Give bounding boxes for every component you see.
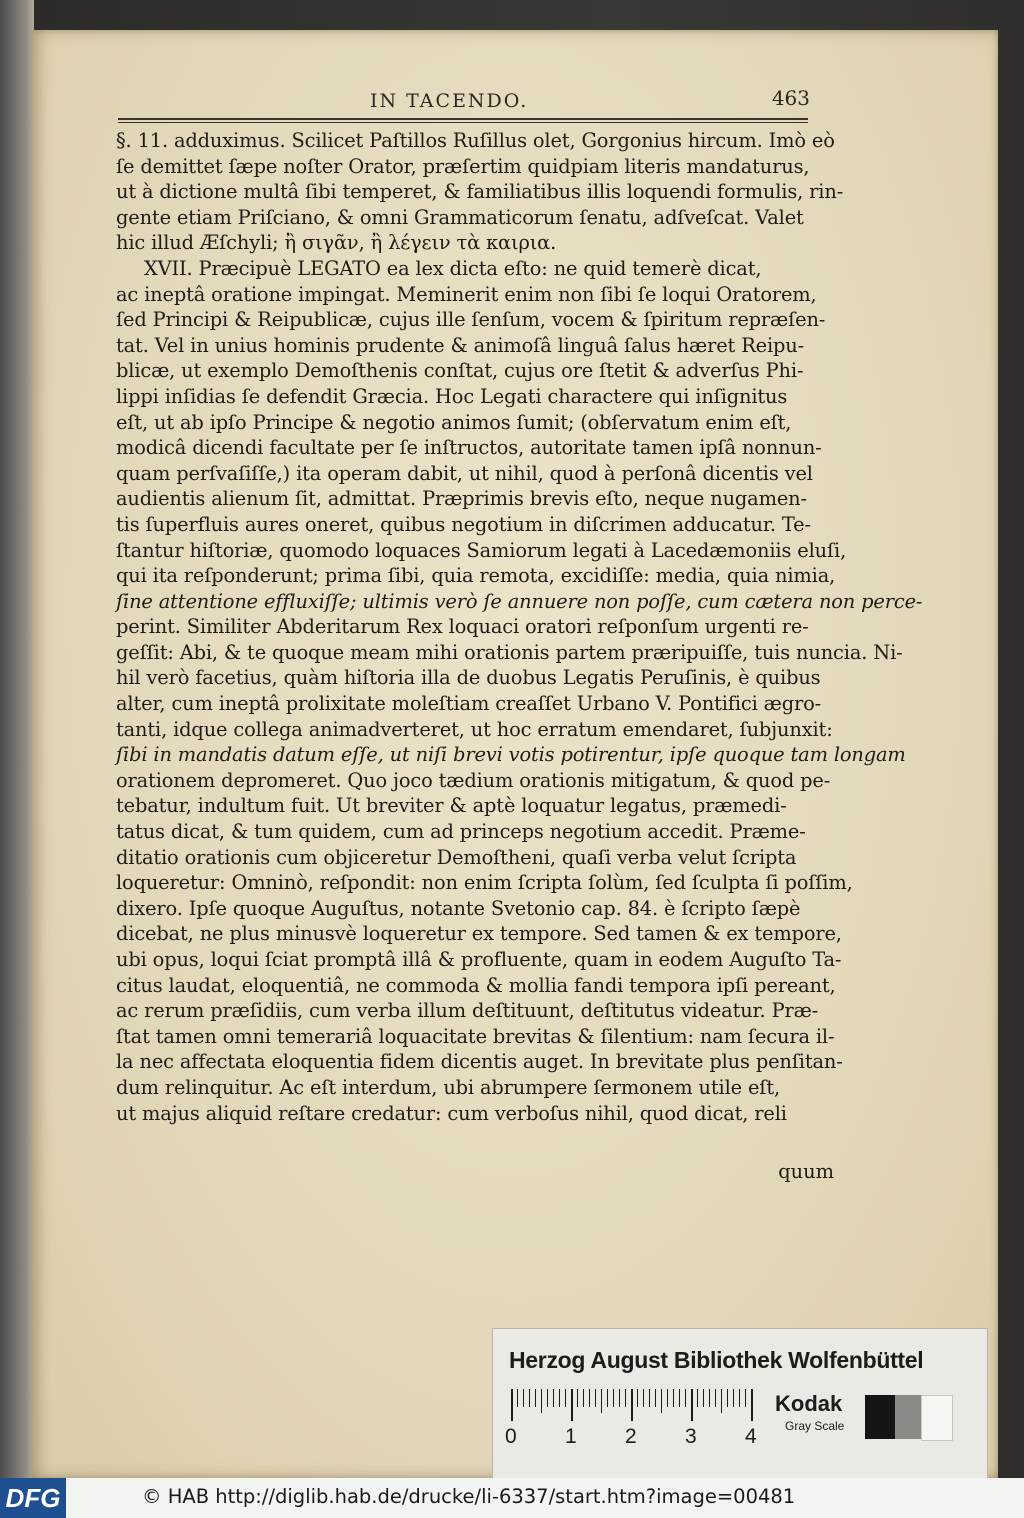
text-line: orationem depromeret. Quo joco tædium orationis mitigatum, & quod pe- (116, 768, 831, 792)
ruler-tick (511, 1389, 513, 1421)
text-line: modicâ dicendi facultate per ſe inſtructos, autoritate tamen ipſâ nonnun- (116, 436, 822, 460)
text-line: citus laudat, eloquentiâ, ne commoda & mollia fandi tempora ipſi pereant, (116, 973, 836, 997)
ruler-tick (643, 1389, 644, 1407)
book-spine-edge (0, 0, 34, 1478)
text-line: §. 11. adduximus. Scilicet Paſtillos Ruſillus olet, Gorgonius hircum. Imò eò (116, 129, 835, 152)
gray-scale-label: Gray Scale (785, 1419, 845, 1433)
ruler-tick (607, 1389, 608, 1407)
text-line: tatus dicat, & tum quidem, cum ad princeps negotium accedit. Præme- (116, 820, 806, 844)
text-line: tebatur, indultum fuit. Ut breviter & aptè loquatur legatus, præmedi- (116, 794, 787, 818)
swatch-white (921, 1395, 953, 1441)
ruler-tick (535, 1389, 536, 1407)
ruler-tick (709, 1389, 710, 1407)
text-line: ſtantur hiſtoriæ, quomodo loquaces Samiorum legati à Lacedæmoniis eluſi, (116, 538, 847, 562)
text-line: qui ita reſponderunt; prima ſibi, quia remota, excidiſſe: media, quia nimia, (116, 564, 836, 588)
ruler-tick (721, 1389, 722, 1413)
text-line: ſibi in mandatis datum eſſe, ut niſi brevi votis potirentur, ipſe quoque tam longam (116, 743, 906, 767)
ruler-tick (649, 1389, 650, 1407)
ruler-tick (751, 1389, 753, 1421)
ruler-label: 0 (505, 1425, 517, 1448)
ruler-tick (523, 1389, 524, 1407)
text-line: ac ineptâ oratione impingat. Meminerit enim non ſibi ſe loqui Oratorem, (116, 282, 817, 306)
ruler-tick (601, 1389, 602, 1413)
ruler-tick (589, 1389, 590, 1407)
ruler-tick (529, 1389, 530, 1407)
ruler-tick (667, 1389, 668, 1407)
ruler-tick (691, 1389, 693, 1421)
ruler-tick (565, 1389, 566, 1407)
text-line: quam perſvaſiſſe,) ita operam dabit, ut nihil, quod à perſonâ dicentis vel (116, 461, 813, 485)
text-line: ditatio orationis cum objiceretur Demoſtheni, quaſi verba velut ſcripta (116, 845, 797, 869)
dfg-logo[interactable]: DFG (0, 1478, 66, 1518)
ruler-label: 3 (685, 1425, 697, 1448)
ruler-label: 4 (745, 1425, 757, 1448)
ruler-tick (571, 1389, 573, 1421)
ruler-tick (739, 1389, 740, 1407)
ruler-tick (745, 1389, 746, 1407)
ruler-tick (679, 1389, 680, 1407)
text-line: ac rerum præſidiis, cum verba illum deſtituunt, deſtitutus videatur. Præ- (116, 999, 819, 1023)
header-rule (118, 118, 808, 123)
ruler-tick (613, 1389, 614, 1407)
text-line: ſtat tamen omni temerariâ loquacitate brevitas & ſilentium: nam ſecura il- (116, 1024, 835, 1048)
ruler-tick (733, 1389, 734, 1407)
ruler-tick (517, 1389, 518, 1407)
text-line: gente etiam Priſciano, & omni Grammaticorum ſenatu, adſveſcat. Valet (116, 205, 804, 229)
catchword: quum (778, 1160, 834, 1183)
ruler-label: 1 (565, 1425, 577, 1448)
ruler-tick (541, 1389, 542, 1413)
text-line: XVII. Præcipuè LEGATO ea lex dicta eſto: ne quid temerè dicat, (144, 256, 762, 280)
body-text (116, 128, 923, 1126)
text-line: ſine attentione effluxiſſe; ultimis verò ſe annuere non poſſe, cum cætera non perce- (116, 589, 923, 613)
ruler-tick (637, 1389, 638, 1407)
text-line: hil verò facetius, quàm hiſtoria illa de duobus Legatis Peruſinis, è quibus (116, 666, 821, 690)
ruler-tick (715, 1389, 716, 1407)
ruler-tick (583, 1389, 584, 1407)
text-line: dixero. Ipſe quoque Auguſtus, notante Svetonio cap. 84. è ſcripto ſæpè (116, 896, 801, 920)
footer-bar (0, 1478, 1024, 1518)
text-line: audientis alienum ſit, admittat. Præprimis brevis eſto, neque nugamen- (116, 487, 807, 511)
color-target (492, 1328, 988, 1480)
ruler-tick (631, 1389, 633, 1421)
ruler-tick (661, 1389, 662, 1413)
copyright-link[interactable]: © HAB http://diglib.hab.de/drucke/li-6337/start.htm?image=00481 (142, 1485, 796, 1508)
text-line: tanti, idque collega animadverteret, ut hoc erratum emendaret, ſubjunxit: (116, 717, 833, 741)
text-line: dicebat, ne plus minusvè loqueretur ex tempore. Sed tamen & ex tempore, (116, 922, 842, 946)
ruler-labels (505, 1425, 765, 1453)
text-line: ubi opus, loqui ſciat promptâ illâ & profluente, quam in eodem Auguſto Ta- (116, 948, 842, 971)
ruler-tick (625, 1389, 626, 1407)
text-line: ſed Principi & Reipublicæ, cujus ille ſenſum, vocem & ſpiritum repræſen- (116, 308, 826, 332)
text-line: tat. Vel in unius hominis prudente & animoſâ linguâ ſalus hæret Reipu- (116, 333, 805, 357)
text-line: alter, cum ineptâ prolixitate moleſtiam creaſſet Urbano V. Pontifici ægro- (116, 692, 822, 716)
text-line: loqueretur: Omninò, reſpondit: non enim ſcripta ſolùm, ſed ſculpta ſi poſſim, (116, 871, 853, 895)
text-line: tis ſuperfluis aures oneret, quibus negotium in diſcrimen adducatur. Te- (116, 512, 811, 536)
ruler-tick (697, 1389, 698, 1407)
ruler (511, 1385, 755, 1421)
swatch-black (865, 1395, 895, 1439)
ruler-tick (727, 1389, 728, 1407)
ruler-tick (619, 1389, 620, 1407)
text-line: ut majus aliquid reſtare credatur: cum verboſus nihil, quod dicat, reli (116, 1101, 787, 1125)
swatch-gray (895, 1395, 921, 1439)
library-name: Herzog August Bibliothek Wolfenbüttel (509, 1347, 924, 1373)
kodak-logo-text: Kodak (775, 1391, 843, 1416)
text-line: eſt, ut ab ipſo Principe & negotio animos ſumit; (obſervatum enim eſt, (116, 410, 792, 434)
ruler-tick (547, 1389, 548, 1407)
text-line: blicæ, ut exemplo Demoſthenis conſtat, cujus ore ſtetit & adverſus Phi- (116, 359, 804, 383)
page-number: 463 (771, 86, 810, 110)
ruler-label: 2 (625, 1425, 637, 1448)
text-line: ut à dictione multâ ſibi temperet, & familiatibus illis loquendi formulis, rin- (116, 180, 844, 204)
ruler-tick (655, 1389, 656, 1407)
text-line: hic illud Æſchyli; ἢ σιγᾶν, ἢ λέγειν τὰ καιρια. (116, 231, 557, 255)
ruler-tick (703, 1389, 704, 1407)
text-line: ſe demittet ſæpe noſter Orator, præſertim quidpiam literis mandaturus, (116, 154, 810, 178)
running-title: IN TACENDO. (370, 90, 529, 112)
text-line: geſſit: Abi, & te quoque meam mihi orationis partem præripuiſſe, tuis nuncia. Ni- (116, 640, 903, 664)
text-line: lippi inſidias ſe defendit Græcia. Hoc Legati charactere qui inſignitus (116, 384, 788, 408)
ruler-tick (673, 1389, 674, 1407)
text-line: la nec affectata eloquentia fidem dicentis auget. In brevitate plus penſitan- (116, 1050, 843, 1074)
ruler-tick (559, 1389, 560, 1407)
text-line: dum relinquitur. Ac eſt interdum, ubi abrumpere ſermonem utile eſt, (116, 1075, 780, 1099)
ruler-tick (553, 1389, 554, 1407)
ruler-tick (577, 1389, 578, 1407)
text-line: perint. Similiter Abderitarum Rex loquaci oratori reſponſum urgenti re- (116, 615, 809, 639)
ruler-tick (595, 1389, 596, 1407)
ruler-tick (685, 1389, 686, 1407)
